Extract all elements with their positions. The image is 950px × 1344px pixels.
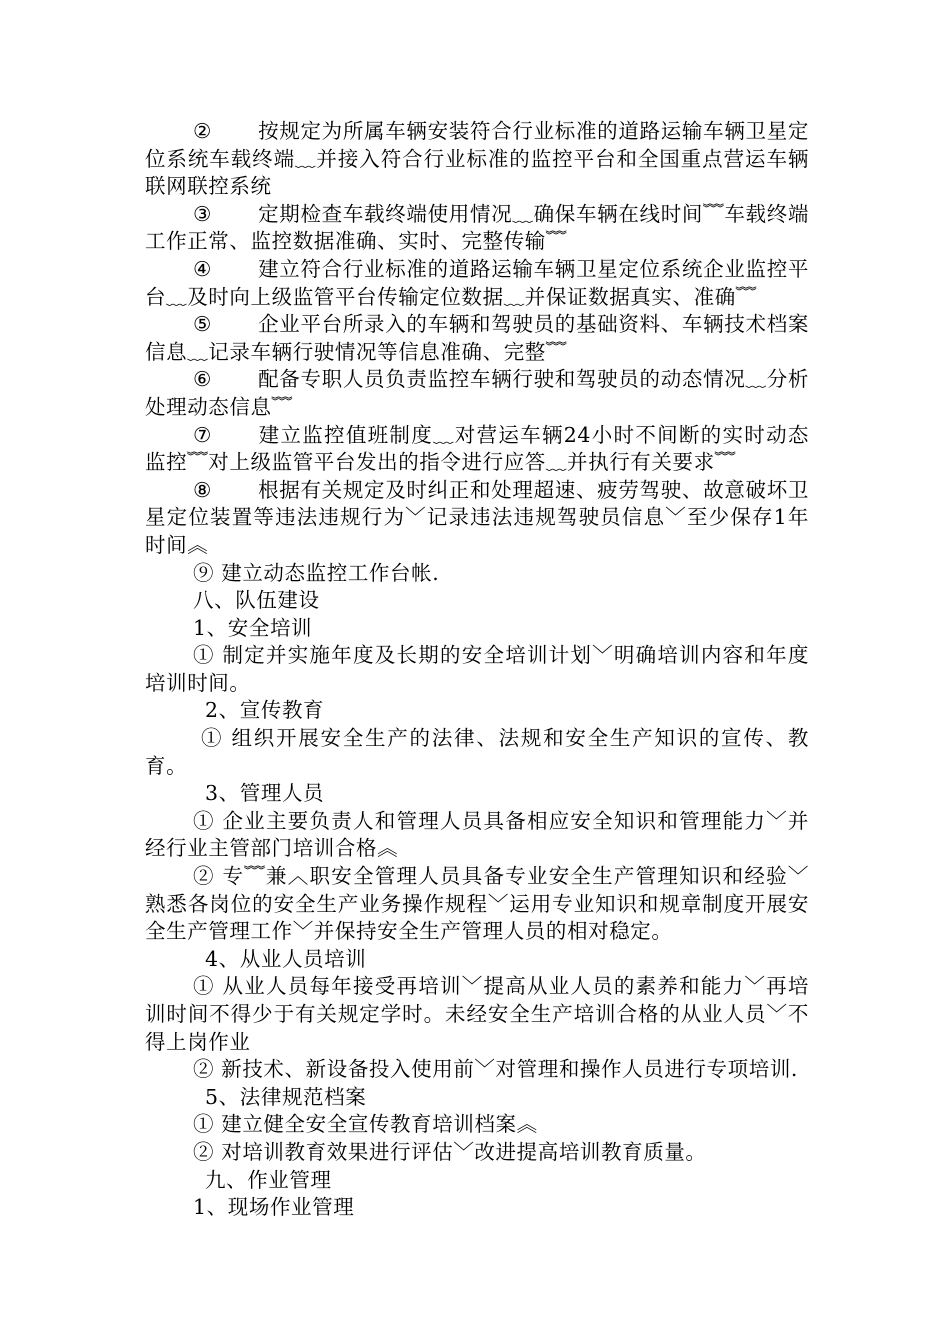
document-page	[145, 118, 809, 1222]
item-marker: ④	[193, 256, 213, 281]
paragraph: ① 从业人员每年接受再培训﹀提高从业人员的素养和能力﹀再培训时间不得少于有关规定学时。未经安全生产培训合格的从业人员﹀不得上岗作业	[145, 974, 809, 1054]
paragraph: ① 组织开展安全生产的法律、法规和安全生产知识的宣传、教育。	[145, 726, 809, 778]
item-text: 建立监控值班制度﹏对营运车辆24小时不间断的实时动态监控﹌对上级监管平台发出的指令进行应答﹏并执行有关要求﹌	[145, 422, 809, 475]
item-text: 按规定为所属车辆安装符合行业标准的道路运输车辆卫星定位系统车载终端﹏并接入符合行业标准的监控平台和全国重点营运车辆联网联控系统	[145, 119, 809, 199]
item-8	[145, 477, 809, 560]
item-7	[145, 422, 809, 477]
paragraph: ② 对培训教育效果进行评估﹀改进提高培训教育质量。	[193, 1139, 707, 1164]
paragraph: ② 新技术、新设备投入使用前﹀对管理和操作人员进行专项培训.	[193, 1057, 799, 1082]
item-marker: ⑦	[193, 422, 213, 447]
item-5	[145, 311, 809, 366]
item-6	[145, 366, 809, 421]
subheading-site-operations: 1、现场作业管理	[193, 1195, 355, 1220]
section-heading-team: 八、队伍建设	[193, 588, 320, 613]
item-3	[145, 201, 809, 256]
item-text: 企业平台所录入的车辆和驾驶员的基础资料、车辆技术档案信息﹏记录车辆行驶情况等信息准确、完整﹌	[145, 312, 809, 364]
paragraph: ① 制定并实施年度及长期的安全培训计划﹀明确培训内容和年度培训时间。	[145, 643, 809, 695]
item-2	[145, 118, 809, 201]
item-4	[145, 256, 809, 311]
paragraph: ① 企业主要负责人和管理人员具备相应安全知识和管理能力﹀并经行业主管部门培训合格︽	[145, 808, 809, 861]
item-marker: ⑧	[193, 477, 213, 502]
item-marker: ②	[193, 119, 213, 143]
item-text: 定期检查车载终端使用情况﹏确保车辆在线时间﹌车载终端工作正常、监控数据准确、实时、完整传输﹌	[145, 201, 809, 254]
subheading-staff-training: 4、从业人员培训	[205, 946, 367, 971]
item-marker: ⑤	[193, 312, 213, 337]
subheading-safety-training: 1、安全培训	[193, 615, 313, 640]
item-marker: ⑥	[193, 367, 213, 392]
item-marker: ③	[193, 201, 213, 226]
item-9: ⑨ 建立动态监控工作台帐.	[193, 560, 440, 585]
subheading-management: 3、管理人员	[205, 781, 325, 806]
section-heading-operations: 九、作业管理	[205, 1167, 332, 1192]
subheading-publicity: 2、宣传教育	[205, 698, 325, 723]
subheading-legal-archive: 5、法律规范档案	[205, 1084, 367, 1109]
paragraph: ② 专﹌兼︿职安全管理人员具备专业安全生产管理知识和经验﹀熟悉各岗位的安全生产业务操作规程﹀运用专业知识和规章制度开展安全生产管理工作﹀并保持安全生产管理人员的相对稳定。	[145, 864, 809, 944]
paragraph: ① 建立健全安全宣传教育培训档案︽	[193, 1112, 538, 1137]
item-text: 配备专职人员负责监控车辆行驶和驾驶员的动态情况﹏分析处理动态信息﹌	[145, 367, 809, 419]
item-text: 根据有关规定及时纠正和处理超速、疲劳驾驶、故意破坏卫星定位装置等违法违规行为﹀记录违法违规驾驶员信息﹀至少保存1年时间︽	[145, 477, 809, 557]
item-text: 建立符合行业标准的道路运输车辆卫星定位系统企业监控平台﹏及时向上级监管平台传输定位数据﹏并保证数据真实、准确﹌	[145, 256, 809, 309]
